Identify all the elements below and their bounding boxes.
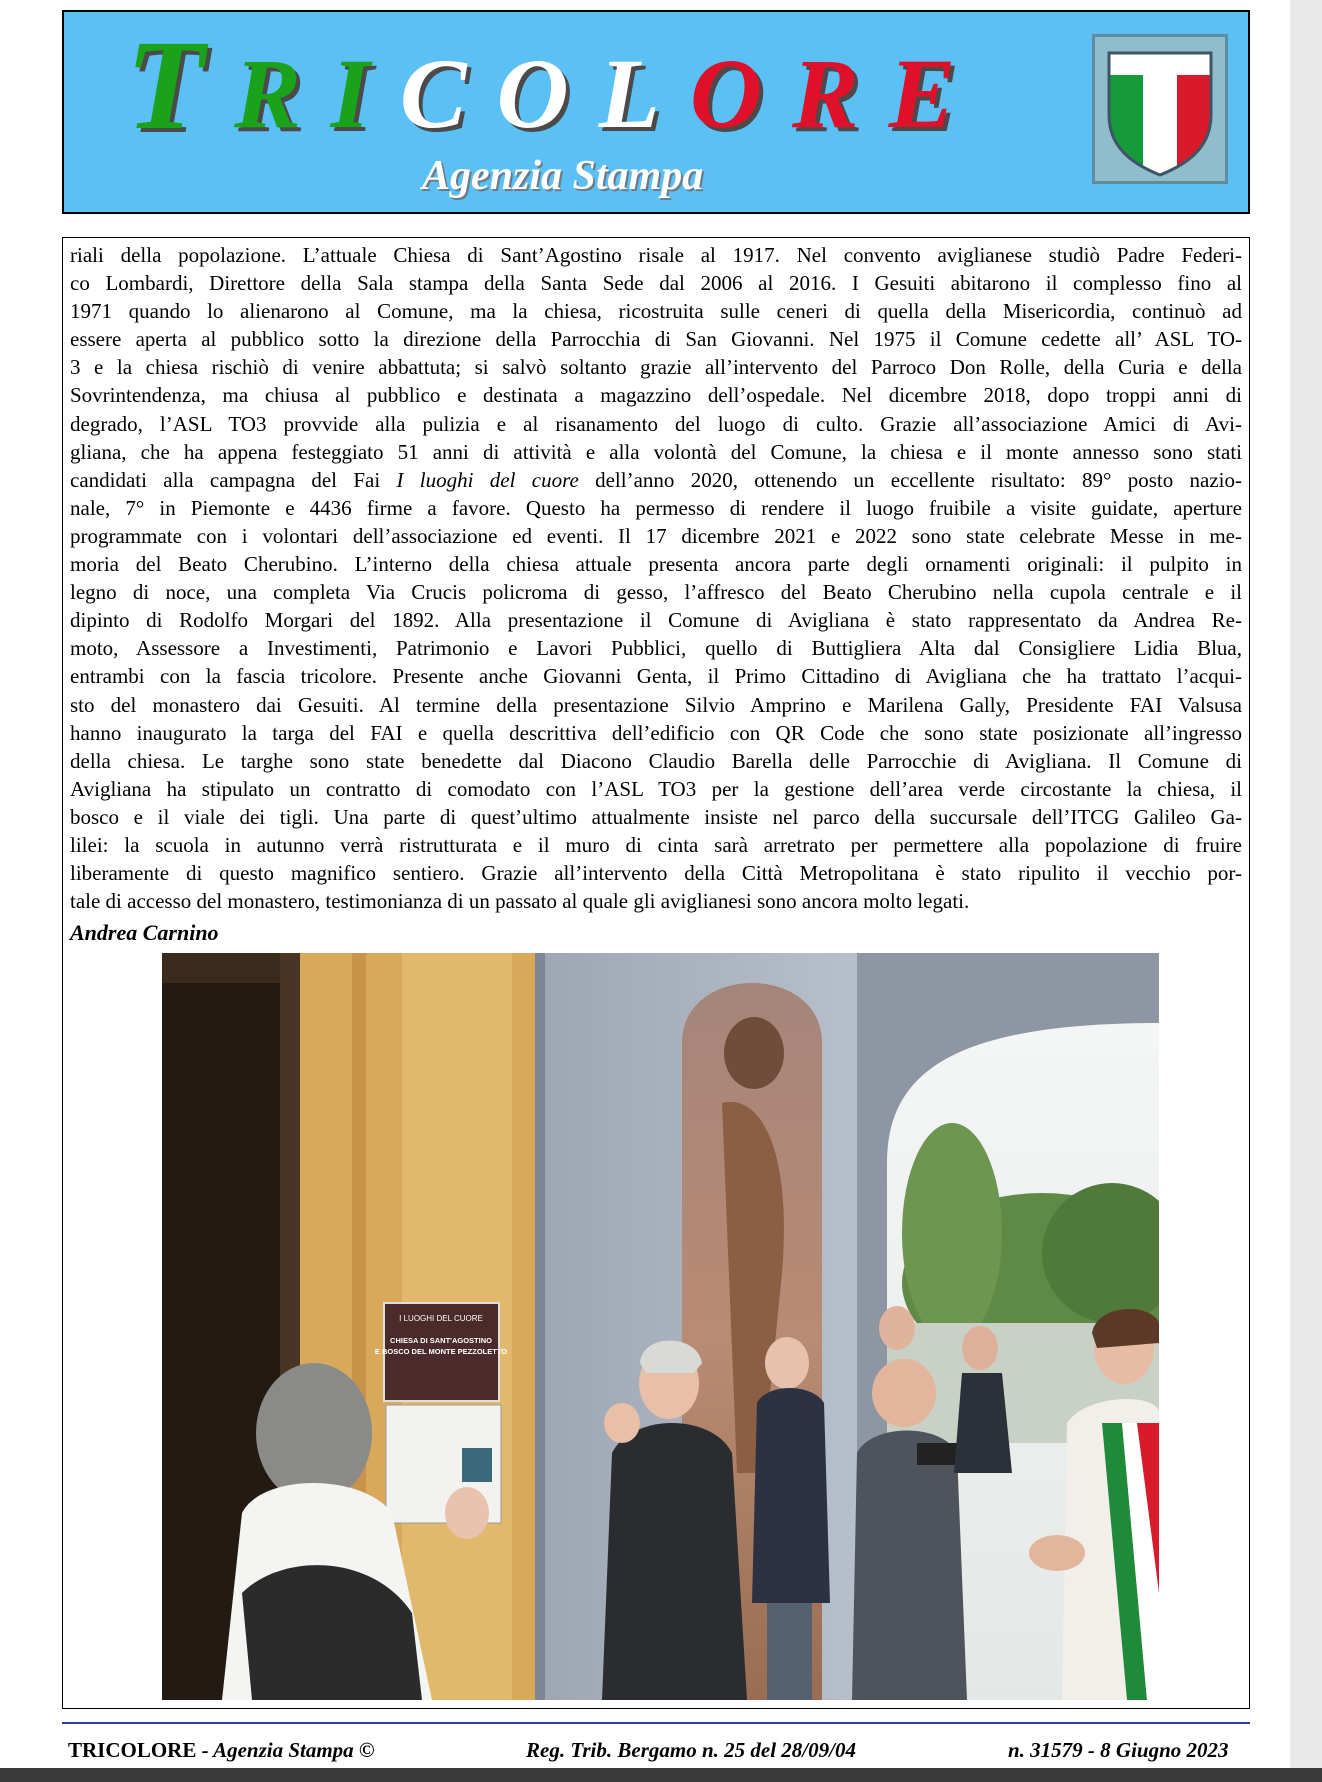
article-line: 1971 quando lo alienarono al Comune, ma la chiesa, ricostruita sulle ceneri di quella della Misericordia, continuò ad <box>70 299 1242 324</box>
article-line: co Lombardi, Direttore della Sala stampa della Santa Sede dal 2006 al 2016. I Gesuiti abitarono il complesso fino al <box>70 271 1242 296</box>
article-line: Sovrintendenza, ma chiusa al pubblico e destinata a magazzino dell’ospedale. Nel dicembre 2018, dopo troppi anni di <box>70 383 1242 408</box>
article-line: gliana, che ha appena festeggiato 51 anni di attività e alla volontà del Comune, la chiesa e il monte annesso sono stati <box>70 439 1242 464</box>
article-line: moto, Assessore a Investimenti, Patrimonio e Lavori Pubblici, quello di Buttigliera Alta dal Consigliere Lidia Blua, <box>70 636 1242 661</box>
tricolore-shield-logo <box>1092 34 1228 184</box>
masthead-title <box>126 14 985 156</box>
article-line <box>70 466 1242 494</box>
viewer-bottom-bar <box>0 1768 1322 1782</box>
article-line: hanno inaugurato la targa del FAI e quella descrittiva dell’edificio con QR Code che sono state posizionate all’ingresso <box>70 720 1242 745</box>
title-letter: C <box>399 38 467 149</box>
event-name: I luoghi del cuore <box>396 467 579 492</box>
article-line: dipinto di Rodolfo Morgari del 1892. Alla presentazione il Comune di Avigliana è stato rappresentato da Andrea Re- <box>70 608 1242 633</box>
title-letter: O <box>689 38 763 149</box>
article-line: 3 e la chiesa rischiò di venire abbattuta; si salvò soltanto grazie all’intervento del Parroco Don Rolle, della Curia e della <box>70 355 1242 380</box>
article-line: nale, 7° in Piemonte e 4436 firme a favore. Questo ha permesso di rendere il luogo fruibile a visite guidate, aperture <box>70 495 1242 520</box>
article-line: moria del Beato Cherubino. L’interno della chiesa attuale presenta ancora parte degli ornamenti originali: il pulpito in <box>70 552 1242 577</box>
article-text: dell’anno 2020, ottenendo un eccellente risultato: 89° posto nazio- <box>578 467 1242 492</box>
title-letter: L <box>598 38 660 149</box>
footer-brand-name: TRICOLORE <box>68 1738 197 1762</box>
footer-brand-suffix: - Agenzia Stampa © <box>196 1738 375 1762</box>
title-letter: T <box>126 14 205 156</box>
article-line: lilei: la scuola in autunno verrà ristrutturata e il muro di cinta sarà arretrato per permettere alla popolazione di fruire <box>70 832 1242 857</box>
article-line: riali della popolazione. L’attuale Chiesa di Sant’Agostino risale al 1917. Nel convento aviglianese studiò Padre Federi- <box>70 243 1242 267</box>
shield-icon <box>1095 37 1225 181</box>
title-letter: R <box>792 38 859 149</box>
event-photo <box>162 953 1159 1700</box>
article-line: essere aperta al pubblico sotto la direzione della Parrocchia di San Giovanni. Nel 1975 il Comune cedette all’ ASL TO- <box>70 327 1242 352</box>
article-line: tale di accesso del monastero, testimonianza di un passato al quale gli aviglianesi sono ancora molto legati. <box>70 889 970 914</box>
article-line: entrambi con la fascia tricolore. Presente anche Giovanni Genta, il Primo Cittadino di Avigliana che ha trattato l’acqui- <box>70 664 1242 689</box>
footer-issue: n. 31579 - 8 Giugno 2023 <box>1008 1738 1229 1762</box>
article-line: programmate con i volontari dell’associazione ed eventi. Il 17 dicembre 2021 e 2022 sono state celebrate Messe in me- <box>70 523 1242 548</box>
title-letter: O <box>496 38 569 149</box>
article-line: Avigliana ha stipulato un contratto di comodato con l’ASL TO3 per la gestione dell’area verde circostante la chiesa, il <box>70 776 1242 801</box>
article-line: della chiesa. Le targhe sono state benedette dal Diacono Claudio Barella delle Parrocchie di Avigliana. Il Comune di <box>70 748 1242 773</box>
title-letter: E <box>888 38 956 149</box>
photo-illustration <box>162 953 1159 1700</box>
viewer-margin <box>1290 0 1322 1782</box>
footer-rule <box>62 1722 1250 1724</box>
article-text: candidati alla campagna del Fai <box>70 467 397 492</box>
footer-brand <box>68 1738 375 1763</box>
author-signature: Andrea Carnino <box>70 920 219 945</box>
article-line: sto del monastero dai Gesuiti. Al termine della presentazione Silvio Amprino e Marilena Gally, Presidente FAI Valsusa <box>70 692 1242 717</box>
plaque-title: I LUOGHI DEL CUORE <box>399 1314 483 1323</box>
article-line: bosco e il viale dei tigli. Una parte di quest’ultimo attualmente insiste nel parco della succursale dell’ITCG Galileo Ga- <box>70 804 1242 829</box>
footer-registration: Reg. Trib. Bergamo n. 25 del 28/09/04 <box>526 1738 856 1762</box>
masthead-subtitle: Agenzia Stampa <box>422 153 704 199</box>
article-body <box>70 241 1242 915</box>
plaque-heading: E BOSCO DEL MONTE PEZZOLETTO <box>374 1347 508 1356</box>
masthead <box>62 10 1250 214</box>
article-line: legno di noce, una completa Via Crucis policroma di gesso, l’affresco del Beato Cherubino nella cupola centrale e il <box>70 580 1242 605</box>
title-letter: R <box>234 38 301 149</box>
title-letter: I <box>330 38 370 149</box>
article-line: liberamente di questo magnifico sentiero. Grazie all’intervento della Città Metropolitana è stato ripulito il vecchio por- <box>70 861 1242 886</box>
article-line: degrado, l’ASL TO3 provvide alla pulizia e al risanamento del luogo di culto. Grazie all’associazione Amici di Avi- <box>70 411 1242 436</box>
plaque-heading: CHIESA DI SANT'AGOSTINO <box>390 1336 492 1345</box>
